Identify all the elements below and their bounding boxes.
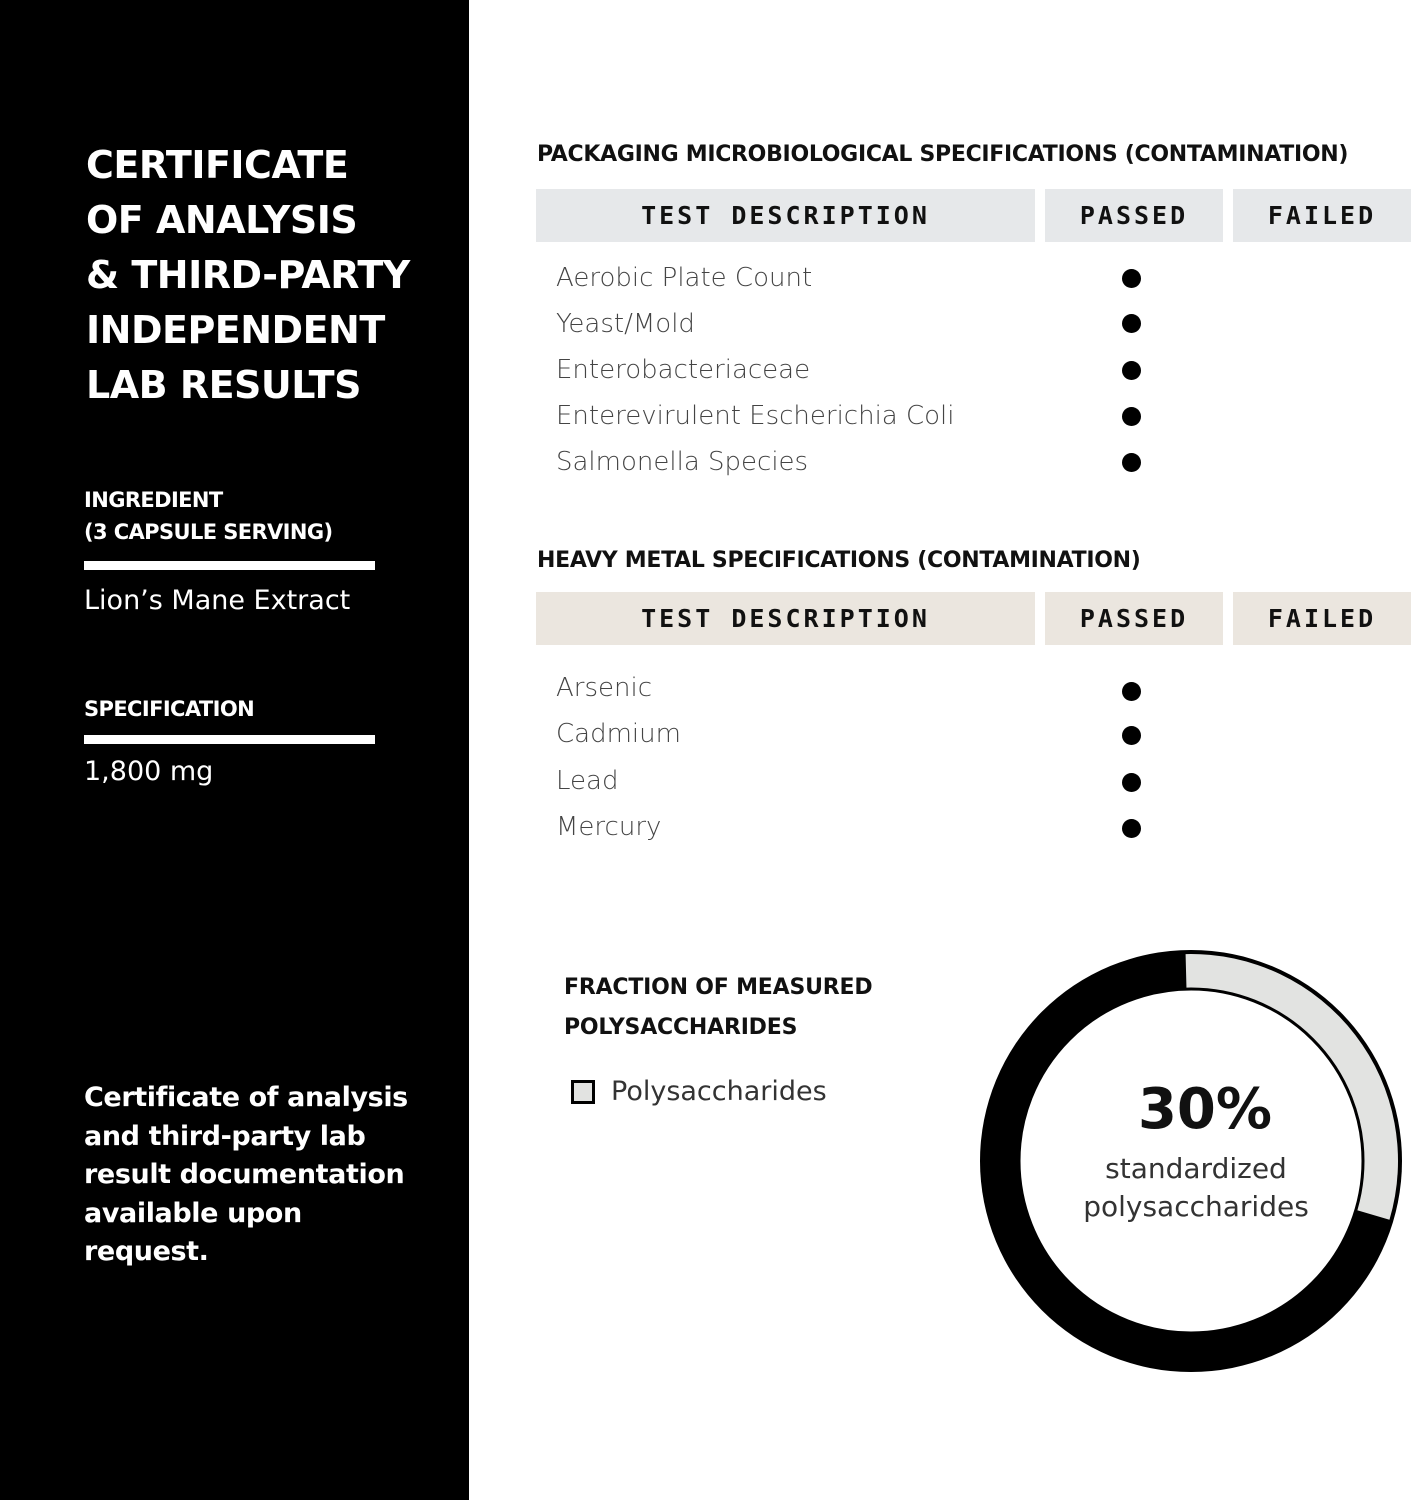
test-label: Mercury	[556, 812, 662, 842]
percent-value: 30%	[1137, 1077, 1273, 1142]
micro-header-test: TEST DESCRIPTION	[536, 189, 1035, 242]
note-line: request.	[84, 1236, 209, 1267]
title-line: & THIRD-PARTY	[86, 253, 410, 297]
metal-header-failed: FAILED	[1233, 592, 1411, 645]
test-label: Cadmium	[556, 719, 681, 749]
availability-note	[84, 1079, 424, 1272]
passed-dot	[1122, 314, 1141, 333]
passed-dot	[1122, 726, 1141, 745]
legend-label: Polysaccharides	[611, 1076, 827, 1107]
title-line: CERTIFICATE	[86, 143, 349, 187]
passed-dot	[1122, 453, 1141, 472]
percent-caption-line: standardized	[1105, 1152, 1287, 1185]
metal-header-test: TEST DESCRIPTION	[536, 592, 1035, 645]
sidebar	[0, 0, 469, 1500]
test-label: Aerobic Plate Count	[556, 263, 813, 293]
title-line: LAB RESULTS	[86, 363, 361, 407]
microbiological-title: PACKAGING MICROBIOLOGICAL SPECIFICATIONS (CONTAMINATION)	[537, 142, 1349, 167]
passed-dot	[1122, 682, 1141, 701]
title-line: OF ANALYSIS	[86, 198, 358, 242]
legend-swatch	[571, 1080, 595, 1104]
micro-header-passed: PASSED	[1045, 189, 1223, 242]
ingredient-value: Lion’s Mane Extract	[84, 585, 351, 616]
percent-caption-line: polysaccharides	[1083, 1190, 1309, 1223]
page-title	[86, 138, 456, 413]
percent-caption	[1000, 1150, 1392, 1226]
note-line: result documentation	[84, 1159, 405, 1190]
ingredient-label-line: INGREDIENT	[84, 488, 223, 512]
metal-header-passed: PASSED	[1045, 592, 1223, 645]
note-line: and third-party lab	[84, 1120, 366, 1152]
passed-dot	[1122, 407, 1141, 426]
test-label: Enterobacteriaceae	[556, 355, 811, 385]
ingredient-label-line: (3 CAPSULE SERVING)	[84, 520, 333, 544]
test-label: Lead	[556, 766, 619, 796]
heavy-metal-title: HEAVY METAL SPECIFICATIONS (CONTAMINATION)	[537, 548, 1141, 573]
polysaccharides-title	[564, 968, 872, 1048]
specification-label-text: SPECIFICATION	[84, 697, 255, 721]
test-label: Salmonella Species	[556, 447, 809, 477]
test-label: Enterevirulent Escherichia Coli	[556, 401, 955, 431]
specification-label	[84, 693, 254, 725]
ingredient-label	[84, 484, 333, 548]
passed-dot	[1122, 361, 1141, 380]
passed-dot	[1122, 819, 1141, 838]
polysaccharides-title-line: FRACTION OF MEASURED	[564, 975, 873, 1000]
title-line: INDEPENDENT	[86, 308, 385, 352]
passed-dot	[1122, 269, 1141, 288]
test-label: Arsenic	[556, 673, 653, 703]
micro-header-failed: FAILED	[1233, 189, 1411, 242]
ingredient-divider	[84, 561, 375, 570]
polysaccharides-title-line: POLYSACCHARIDES	[564, 1015, 798, 1040]
specification-value: 1,800 mg	[84, 756, 214, 787]
test-label: Yeast/Mold	[556, 309, 695, 339]
note-line: available upon	[84, 1197, 302, 1229]
note-line: Certificate of analysis	[84, 1082, 408, 1113]
specification-divider	[84, 735, 375, 744]
passed-dot	[1122, 773, 1141, 792]
